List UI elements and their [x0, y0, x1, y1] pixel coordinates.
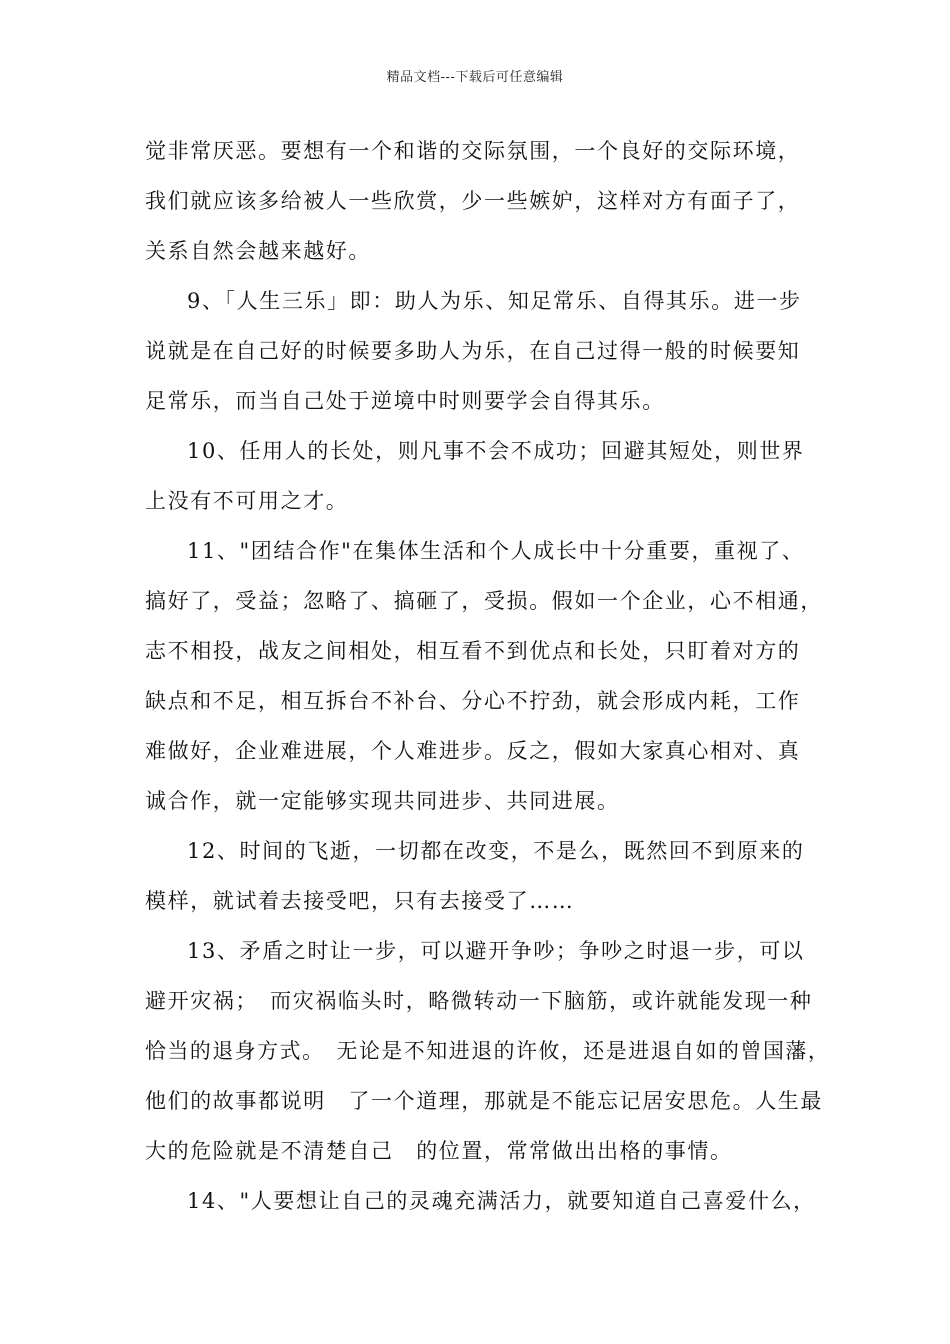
page-header: 精品文档---下载后可任意编辑: [386, 70, 564, 85]
paragraph-14-line: 14、"人要想让自己的灵魂充满活力，就要知道自己喜爱什么，: [187, 1189, 816, 1213]
text-line: 大的危险就是不清楚自己 的位置，常常做出出格的事情。: [145, 1139, 733, 1163]
text-line: 搞好了，受益；忽略了、搞砸了，受损。假如一个企业，心不相通，: [145, 589, 823, 613]
text-line: 模样，就试着去接受吧，只有去接受了……: [145, 889, 575, 913]
text-line: 避开灾祸； 而灾祸临头时，略微转动一下脑筋，或许就能发现一种: [145, 989, 813, 1013]
text-line: 我们就应该多给被人一些欣赏，少一些嫉妒，这样对方有面子了，: [145, 189, 801, 213]
paragraph-12-line: 12、时间的飞逝，一切都在改变，不是么，既然回不到原来的: [187, 839, 805, 863]
text-line: 诚合作，就一定能够实现共同进步、共同进展。: [145, 789, 620, 813]
text-line: 足常乐，而当自己处于逆境中时则要学会自得其乐。: [145, 389, 665, 413]
paragraph-11-line: 11、"团结合作"在集体生活和个人成长中十分重要，重视了、: [187, 539, 805, 563]
text-line: 缺点和不足，相互拆台不补台、分心不拧劲，就会形成内耗，工作: [145, 689, 801, 713]
text-line: 关系自然会越来越好。: [145, 239, 371, 263]
paragraph-10-line: 10、任用人的长处，则凡事不会不成功；回避其短处，则世界: [187, 439, 805, 463]
text-line: 他们的故事都说明 了一个道理，那就是不能忘记居安思危。人生最: [145, 1089, 823, 1113]
text-line: 志不相投，战友之间相处，相互看不到优点和长处，只盯着对方的: [145, 639, 801, 663]
text-line: 觉非常厌恶。要想有一个和谐的交际氛围，一个良好的交际环境，: [145, 139, 801, 163]
paragraph-9-line: 9、「人生三乐」即：助人为乐、知足常乐、自得其乐。进一步: [187, 289, 802, 313]
paragraph-13-line: 13、矛盾之时让一步，可以避开争吵；争吵之时退一步，可以: [187, 939, 805, 963]
text-line: 上没有不可用之才。: [145, 489, 349, 513]
text-line: 恰当的退身方式。 无论是不知进退的许攸，还是进退自如的曾国藩，: [145, 1039, 831, 1063]
text-line: 难做好，企业难进展，个人难进步。反之，假如大家真心相对、真: [145, 739, 801, 763]
text-line: 说就是在自己好的时候要多助人为乐，在自己过得一般的时候要知: [145, 339, 801, 363]
